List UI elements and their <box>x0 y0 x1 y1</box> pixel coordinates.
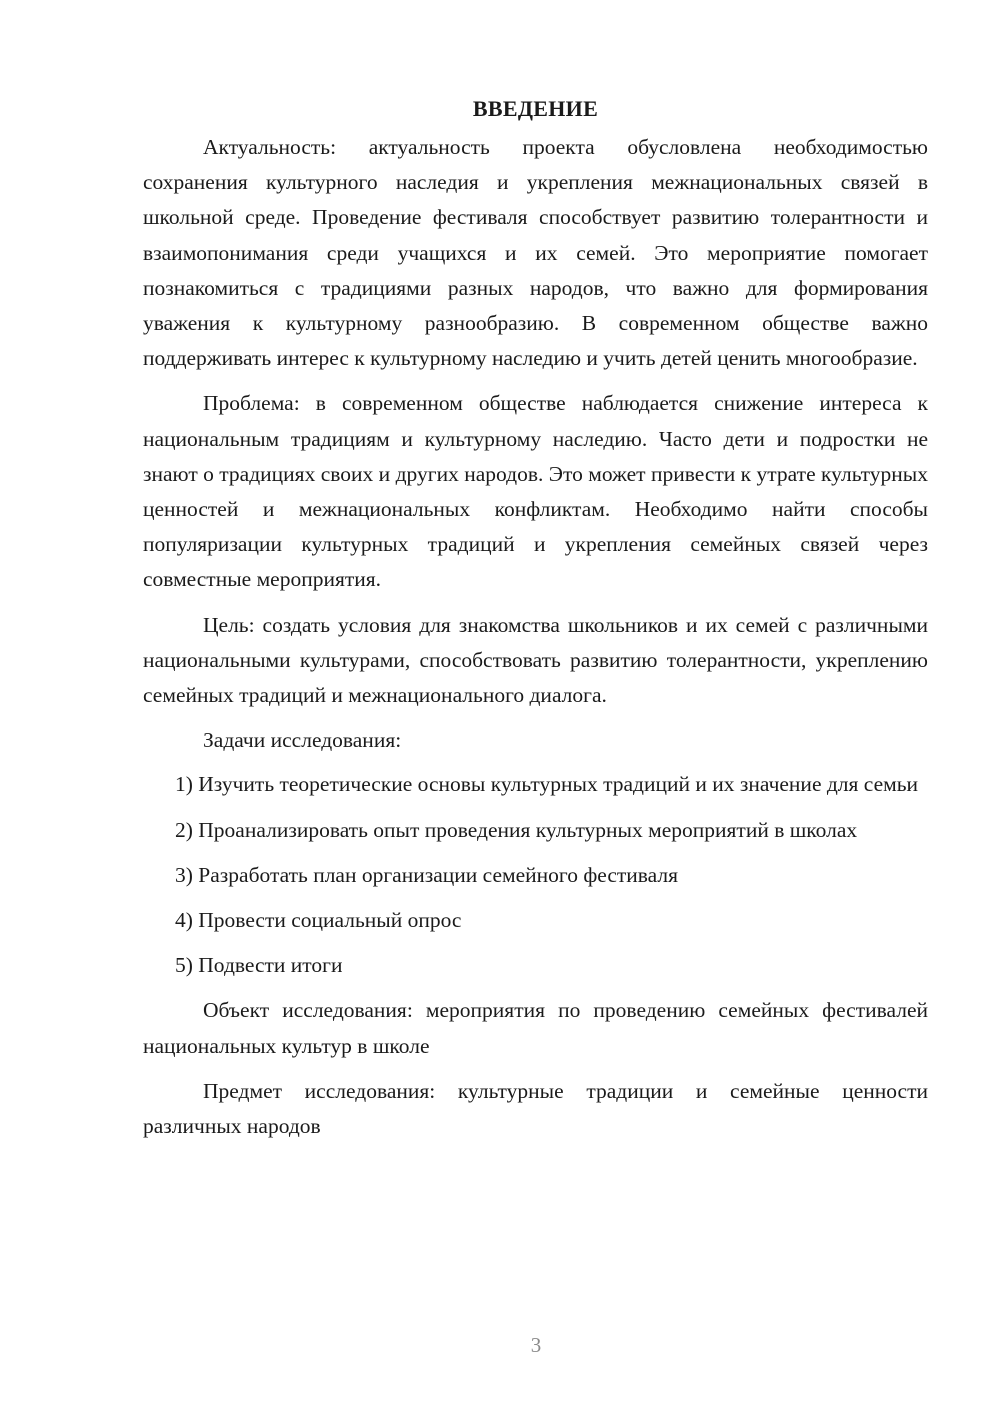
task-item: 2) Проанализировать опыт проведения культурных мероприятий в школах <box>175 817 858 842</box>
page-number: 3 <box>530 1333 542 1357</box>
task-item: 3) Разработать план организации семейного фестиваля <box>175 862 678 887</box>
object-paragraph: Объект исследования: мероприятия по проведению семейных фестивалей национальных культур в школе <box>143 998 928 1058</box>
relevance-paragraph: Актуальность: актуальность проекта обусловлена необходимостью сохранения культурного наследия и укрепления межнациональных связей в школьной среде. Проведение фестиваля способствует развитию толерантности и взаимопонимания среди учащихся и их семей. Это мероприятие помогает познакомиться с традициями разных народов, что важно для формирования уважения к культурному разнообразию. В современном обществе важно поддерживать интерес к культурному наследию и учить детей ценить многообразие. <box>143 135 928 371</box>
document-page <box>143 94 928 1154</box>
task-item: 1) Изучить теоретические основы культурных традиций и их значение для семьи <box>175 772 919 797</box>
task-item: 4) Провести социальный опрос <box>175 908 462 933</box>
subject-paragraph: Предмет исследования: культурные традиции и семейные ценности различных народов <box>143 1078 928 1139</box>
tasks-list <box>143 767 928 983</box>
goal-paragraph: Цель: создать условия для знакомства школьников и их семей с различными национальными культурами, способствовать развитию толерантности, укреплению семейных традиций и межнационального диалога. <box>143 612 928 708</box>
problem-paragraph: Проблема: в современном обществе наблюдается снижение интереса к национальным традициям и культурному наследию. Часто дети и подростки не знают о традициях своих и других народов. Это может привести к утрате культурных ценностей и межнациональных конфликтам. Необходимо найти способы популяризации культурных традиций и укрепления семейных связей через совместные мероприятия. <box>143 391 928 592</box>
task-item: 5) Подвести итоги <box>175 953 343 978</box>
section-heading: ВВЕДЕНИЕ <box>472 96 599 121</box>
tasks-title: Задачи исследования: <box>203 728 402 753</box>
